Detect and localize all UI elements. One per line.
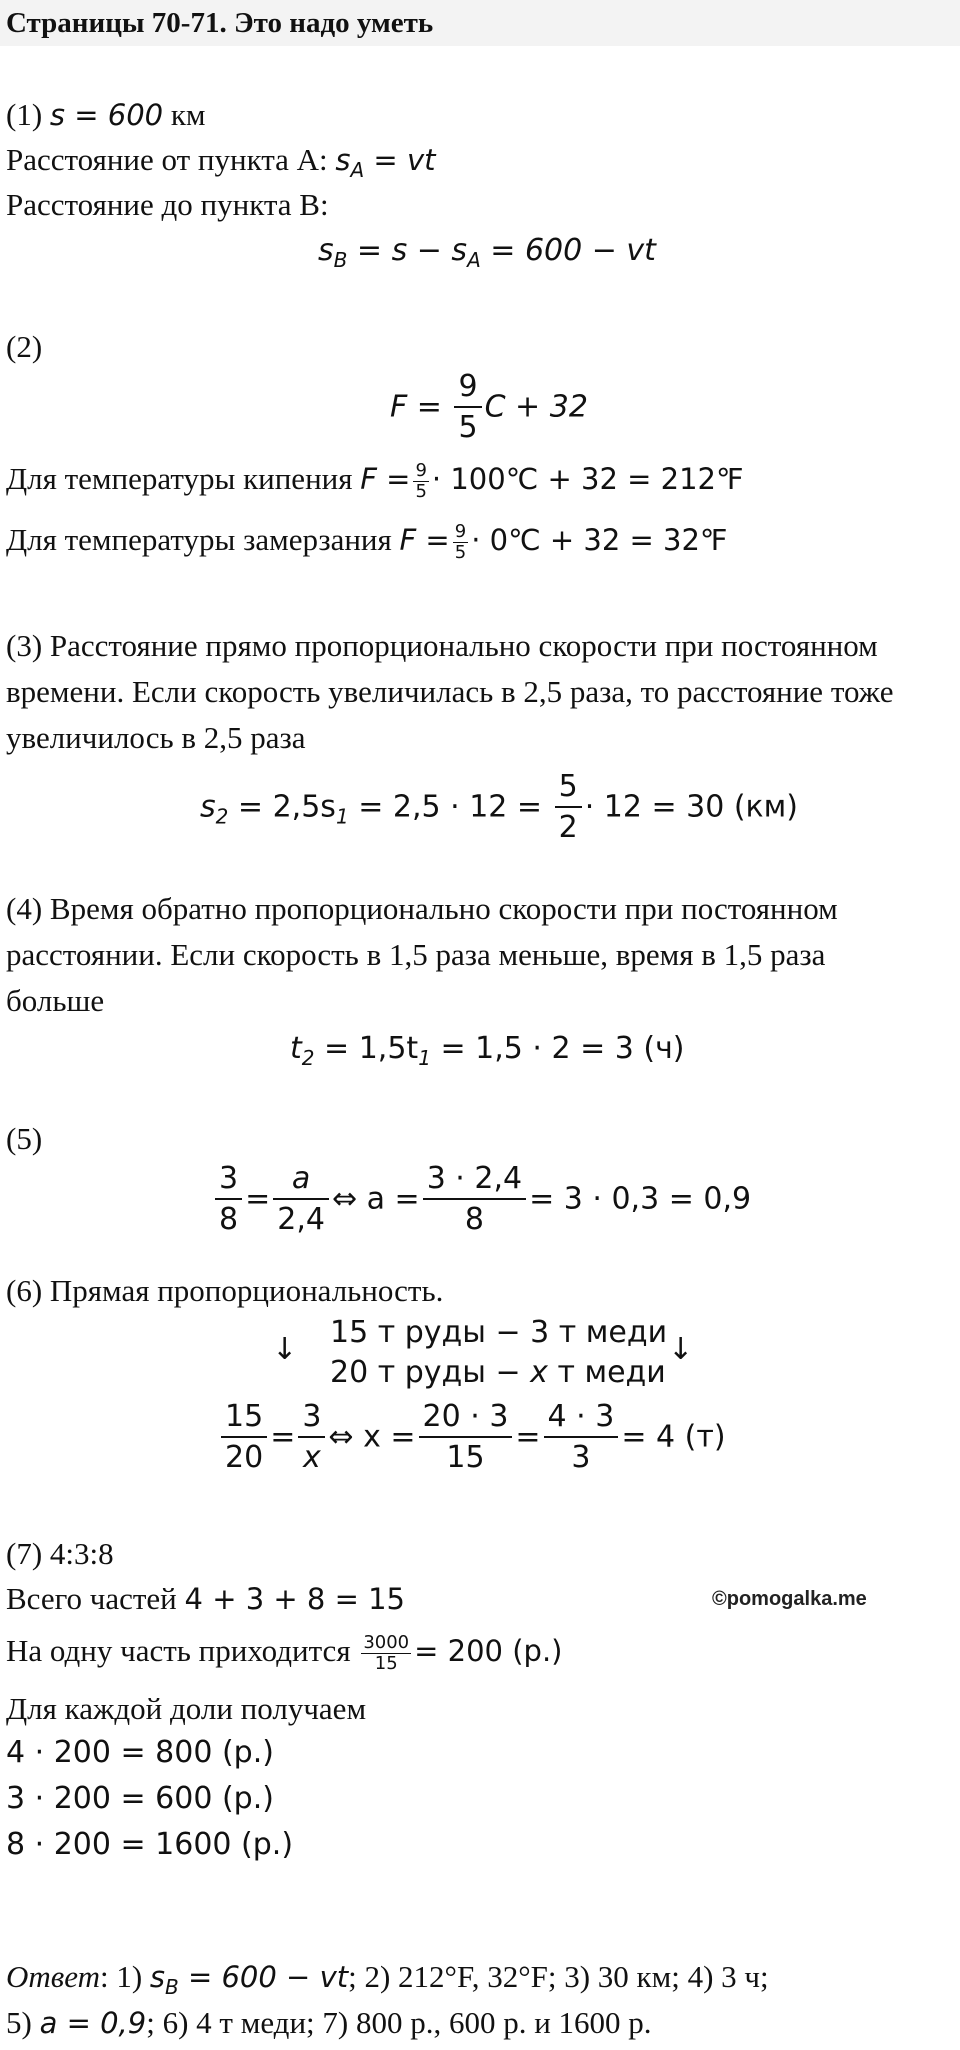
small-denominator: 5 [415,480,427,502]
problem-6-label: (6) Прямая пропорциональность. [6,1273,444,1308]
answer-math [149,1960,349,1999]
math-rest: = vt [364,143,436,177]
row-2-x: x [530,1355,548,1390]
eq-s1-sub: 1 [335,804,349,829]
math-sub-a: A [350,158,365,182]
problem-3-line-3: увеличилось в 2,5 раза [6,720,306,755]
part-rest: = 200 (р.) [414,1634,563,1668]
fraction-denominator: 3 [571,1440,591,1475]
problem-7-result-3: 8 · 200 = 1600 (р.) [6,1827,294,1862]
problem-7-each-line: Для каждой доли получаем [6,1691,367,1726]
fraction-numerator: 4 · 3 [544,1398,619,1438]
answer-part-c: ; 2) 212°F, 32°F; 3) 30 км; 4) 3 ч; [348,1959,769,1994]
fraction-numerator: 3 [215,1160,242,1200]
problem-4-line-1: (4) Время обратно пропорционально скорости при постоянном [6,891,838,926]
eq-lhs: s [318,233,334,268]
total-math: 4 + 3 + 8 = 15 [184,1582,405,1616]
boil-lhs: F = [360,462,411,496]
iff-part: ⇔ x = [328,1419,416,1455]
small-denominator: 15 [374,1652,398,1674]
iff-part: ⇔ a = [331,1181,420,1217]
fraction-denominator: 8 [219,1202,239,1237]
answer-line-2-math: a = 0,9 [39,2006,147,2040]
eq-part-b: = 1,5t [314,1031,419,1066]
fraction-3-8 [215,1160,242,1240]
eq-part-b: = 2,5s [228,789,336,825]
problem-7-part-line [6,1632,562,1674]
problem-3-line-1: (3) Расстояние прямо пропорционально скорости при постоянном [6,628,878,663]
freeze-fraction [453,522,468,563]
eq-mid-sub: A [467,248,481,272]
problem-4-line-2: расстоянии. Если скорость в 1,5 раза меньше, время в 1,5 раза [6,937,826,972]
freeze-math [399,520,728,563]
problem-1-line-a-text: Расстояние от пункта А: [6,142,328,177]
problem-6-row-1: 15 т руды − 3 т меди [330,1315,668,1350]
fraction-denominator: 15 [446,1440,485,1475]
answer-s-sub: B [165,1975,179,1999]
row-2-part-b: т меди [547,1355,666,1390]
fraction-denominator: 20 [225,1440,264,1475]
small-numerator: 9 [415,459,427,481]
fraction-numerator: a [273,1160,329,1200]
eq-s2-sub: 2 [215,804,229,829]
boil-rhs: · 100℃ + 32 = 212℉ [431,462,744,496]
fraction-numerator: 3 · 2,4 [423,1160,526,1200]
small-denominator: 5 [454,541,467,563]
equals-sign: = [515,1419,541,1455]
eq-rhs: = 600 − vt [480,233,656,268]
problem-3-line-2: времени. Если скорость увеличилась в 2,5 раза, то расстояние тоже [6,674,894,709]
eq-t1-sub: 1 [418,1046,431,1070]
answer-label: Ответ [6,1959,100,1994]
fraction-simplified [544,1398,619,1478]
watermark: ©pomogalka.me [712,1588,867,1610]
problem-5-equation [212,1160,751,1240]
boil-text: Для температуры кипения [6,461,353,496]
equals-sign: = [245,1181,271,1217]
answer-line-2 [6,2004,652,2042]
fraction-numerator: 5 [555,768,582,808]
problem-2-formula [390,368,588,448]
math-s: s [335,143,351,177]
problem-5-label: (5) [6,1121,43,1156]
arrow-down-left-icon: ↓ [272,1332,298,1367]
problem-2-boil-line [6,460,744,502]
arrow-down-right-icon: ↓ [668,1332,694,1367]
part-math [358,1631,563,1674]
fraction-a-24 [273,1160,329,1240]
problem-1-label: (1) [6,97,43,132]
row-2-part-a: 20 т руды − [330,1355,531,1390]
answer-line-2-part-b: ; 6) 4 т меди; 7) 800 р., 600 р. и 1600 р. [146,2005,652,2040]
fraction-numerator: 3 [298,1398,325,1438]
freeze-text: Для температуры замерзания [6,522,392,557]
fraction-denominator: 2 [558,810,578,845]
eq-part-d: · 12 = 30 (км) [584,789,799,825]
fraction-denominator: x [302,1440,321,1475]
freeze-rhs: · 0℃ + 32 = 32℉ [471,523,728,557]
problem-4-equation [290,1030,685,1077]
problem-4-line-3: больше [6,983,105,1018]
small-numerator: 3000 [363,1631,410,1653]
freeze-lhs: F = [399,523,450,557]
boil-fraction [413,461,428,502]
fraction-numerator: 20 · 3 [419,1398,513,1438]
problem-1-s-eq: s = 600 [49,98,164,132]
formula-lhs: F = [390,389,442,425]
problem-1-line-b: Расстояние до пункта В: [6,187,329,222]
eq-fraction [555,768,582,848]
eq-s2: s [200,789,216,825]
answer-line-2-part-a: 5) [6,2005,40,2040]
eq-part-c: = 2,5 · 12 = [348,789,543,825]
problem-7-result-2: 3 · 200 = 600 (р.) [6,1781,274,1816]
answer-s: s [149,1960,166,1994]
problem-2-freeze-line [6,521,728,563]
part-fraction [361,1633,411,1674]
problem-1-line [6,96,206,134]
fraction-calc [419,1398,513,1478]
eq-rest: = 4 (т) [621,1419,726,1455]
fraction-denominator: 8 [464,1202,484,1237]
problem-7-total-line [6,1580,405,1618]
part-text: На одну часть приходится [6,1633,351,1668]
eq-part-c: = 1,5 · 2 = 3 (ч) [430,1031,685,1066]
problem-6-row-2 [330,1354,666,1392]
fraction-15-20 [221,1398,267,1478]
problem-6-equation [218,1398,726,1478]
problem-1-line-a-math [335,143,436,182]
fraction-numerator: 9 [454,368,481,408]
fraction-denominator: 5 [458,410,478,445]
problem-7-result-1: 4 · 200 = 800 (р.) [6,1735,274,1770]
answer-part-a: : 1) [99,1959,150,1994]
eq-rest: = 3 · 0,3 = 0,9 [529,1181,752,1217]
problem-3-equation [200,768,798,848]
answer-line-1 [6,1958,769,2006]
equals-sign: = [270,1419,296,1455]
problem-2-label: (2) [6,329,43,364]
answer-math-rest: = 600 − vt [178,1960,349,1994]
formula-rhs: C + 32 [484,389,588,425]
fraction-denominator: 2,4 [277,1202,325,1237]
formula-fraction [454,368,481,448]
total-text: Всего частей [6,1581,177,1616]
problem-1-unit: км [170,97,206,132]
eq-t2-sub: 2 [301,1046,315,1070]
fraction-numerator: 15 [221,1398,267,1438]
fraction-3-x [298,1398,325,1478]
problem-1-line-a [6,141,436,189]
eq-lhs-sub: B [333,248,348,272]
page-title: Страницы 70-71. Это надо уметь [6,7,434,39]
eq-mid: = s − s [347,233,468,268]
fraction-calc [423,1160,526,1240]
eq-t2: t [290,1031,302,1066]
small-numerator: 9 [454,520,467,542]
problem-1-equation [318,232,656,279]
problem-7-label: (7) 4:3:8 [6,1536,114,1571]
boil-math [360,459,744,502]
